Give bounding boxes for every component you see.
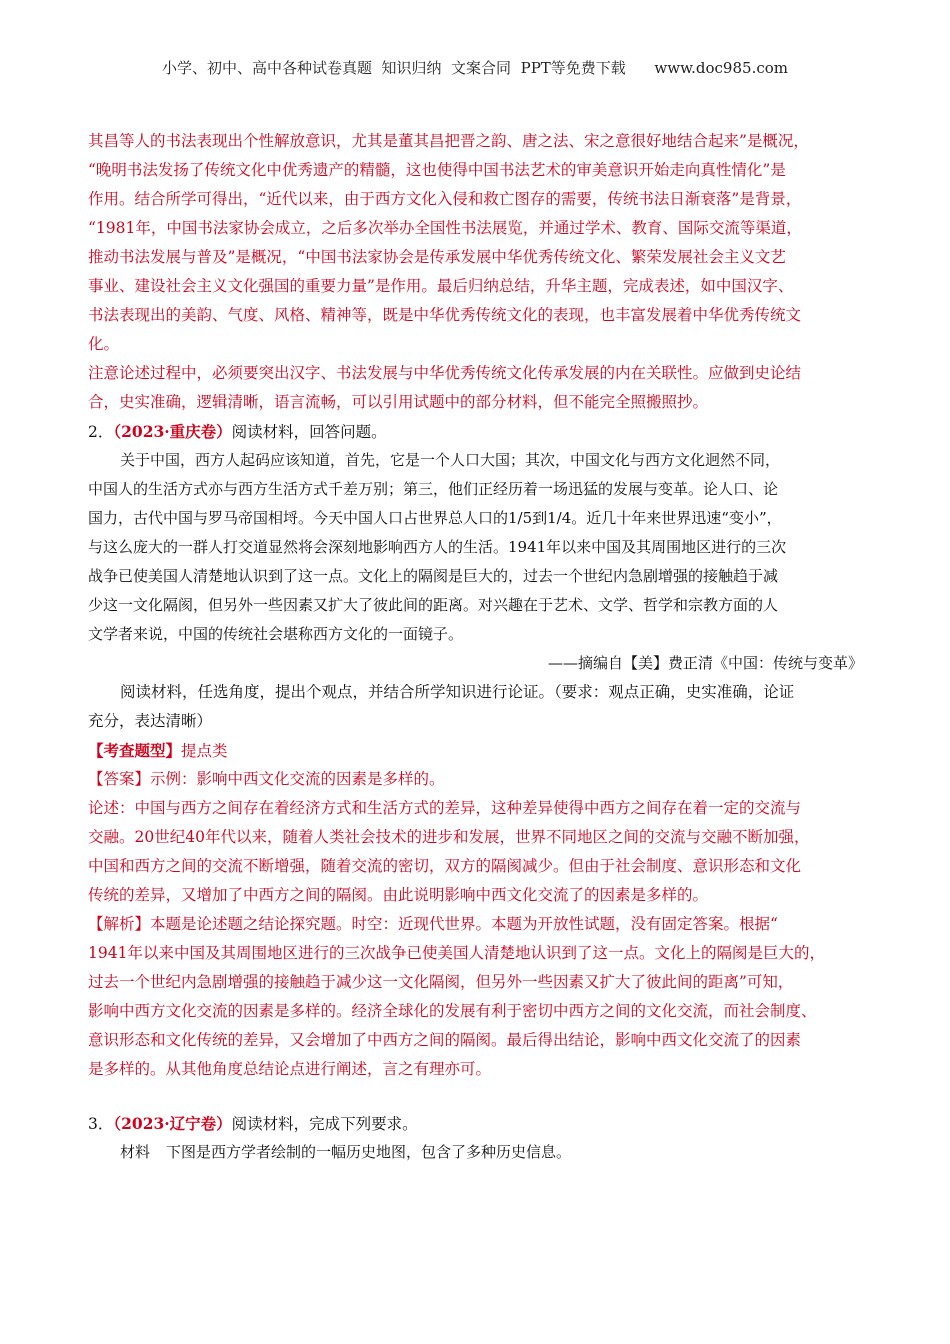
- text-line: 传统的差异，又增加了中西方之间的隔阂。由此说明影响中西文化交流了的因素是多样的。: [88, 886, 709, 904]
- question-number: 2．: [88, 423, 114, 441]
- question-type-value: 提点类: [181, 742, 228, 760]
- analysis-first: 本题是论述题之结论探究题。时空：近现代世界。本题为开放性试题，没有固定答案。根据“: [150, 915, 778, 933]
- page-header: 小学、初中、高中各种试卷真题 知识归纳 文案合同 PPT等免费下载 www.doc985.com: [161, 59, 788, 77]
- answer-text: 示例：影响中西文化交流的因素是多样的。: [150, 770, 445, 788]
- text-line: 书法表现出的美韵、气度、风格、精神等，既是中华优秀传统文化的表现，也丰富发展着中华优秀传统文: [88, 306, 802, 324]
- question-2: [88, 417, 863, 1084]
- answer-tag: 【答案】: [88, 770, 151, 788]
- analysis-text: [88, 939, 863, 1084]
- text-line: 推动书法发展与普及”是概况，“中国书法家协会是传承发展中华优秀传统文化、繁荣发展社会主义文艺: [88, 248, 786, 266]
- material-line: 关于中国，西方人起码应该知道，首先，它是一个人口大国；其次，中国文化与西方文化迥然不同，: [120, 451, 781, 469]
- text-line: 交融。20世纪40年代以来，随着人类社会技术的进步和发展，世界不同地区之间的交流与交融不断加强，: [88, 828, 810, 846]
- question-type-tag: 【考查题型】: [88, 741, 182, 760]
- text-line: “晚明书法发扬了传统文化中优秀遗产的精髓，这也使得中国书法艺术的审美意识开始走向真性情化”是: [88, 161, 786, 179]
- material-line: 国力，古代中国与罗马帝国相埒。今天中国人口占世界总人口的1/5到1/4。近几十年来世界迅速“变小”，: [88, 509, 782, 527]
- text-line: 论述：中国与西方之间存在着经济方式和生活方式的差异，这种差异使得中西方之间存在着一定的交流与: [88, 799, 802, 817]
- text-line: 合，史实准确，逻辑清晰，语言流畅，可以引用试题中的部分材料，但不能完全照搬照抄。: [88, 393, 709, 411]
- question-3: [88, 1109, 863, 1167]
- question-prompt: 阅读材料，完成下列要求。: [231, 1115, 418, 1133]
- question-prompt: 阅读材料，回答问题。: [231, 423, 387, 441]
- text-line: 意识形态和文化传统的差异，又会增加了中西方之间的隔阂。最后得出结论，影响中西文化交流了的因素: [88, 1031, 802, 1049]
- text-line: 是多样的。从其他角度总结论点进行阐述，言之有理亦可。: [88, 1060, 492, 1078]
- text-line: 其昌等人的书法表现出个性解放意识，尤其是董其昌把晋之韵、唐之法、宋之意很好地结合起来”是概况，: [88, 132, 809, 150]
- answer-line: [88, 765, 863, 794]
- text-line: 作用。结合所学可得出，“近代以来，由于西方文化入侵和救亡图存的需要，传统书法日渐衰落”是背景，: [88, 190, 802, 208]
- question-2-material: [88, 446, 863, 678]
- material-line: 与这么庞大的一群人打交道显然将会深刻地影响西方人的生活。1941年以来中国及其周围地区进行的三次: [88, 538, 787, 556]
- question-number: 3．: [88, 1115, 114, 1133]
- material-text: 下图是西方学者绘制的一幅历史地图，包含了多种历史信息。: [166, 1143, 572, 1161]
- text-line: 化。: [88, 335, 120, 353]
- previous-answer-text: [88, 127, 863, 417]
- analysis-line: [88, 910, 863, 939]
- question-type: [88, 736, 863, 765]
- material-line: 中国人的生活方式亦与西方生活方式千差万别；第三，他们正经历着一场迅猛的发展与变革。论人口、论: [88, 480, 779, 498]
- analysis-tag: 【解析】: [88, 915, 151, 933]
- text-line: 影响中西方文化交流的因素是多样的。经济全球化的发展有利于密切中西方之间的文化交流，而社会制度、: [88, 1002, 817, 1020]
- question-source: （2023·重庆卷）: [113, 422, 232, 441]
- text-line: “1981年，中国书法家协会成立，之后多次举办全国性书法展览，并通过学术、教育、国际交流等渠道，: [88, 219, 802, 237]
- text-line: 过去一个世纪内急剧增强的接触趋于减少这一文化隔阂，但另外一些因素又扩大了彼此间的距离”可知，: [88, 973, 794, 991]
- text-line: 事业、建设社会主义文化强国的重要力量”是作用。最后归纳总结，升华主题，完成表述，如中国汉字、: [88, 277, 794, 295]
- text-line: 1941年以来中国及其周围地区进行的三次战争已使美国人清楚地认识到了这一点。文化上的隔阂是巨大的，: [88, 944, 825, 962]
- question-source: （2023·辽宁卷）: [113, 1114, 232, 1133]
- text-line: 中国和西方之间的交流不断增强，随着交流的密切，双方的隔阂减少。但由于社会制度、意识形态和文化: [88, 857, 802, 875]
- material-line: 文学者来说，中国的传统社会堪称西方文化的一面镜子。: [88, 625, 464, 643]
- material-citation: ——摘编自【美】费正清《中国：传统与变革》: [547, 654, 863, 672]
- text-line: 注意论述过程中，必须要突出汉字、书法发展与中华优秀传统文化传承发展的内在关联性。应做到史论结: [88, 364, 802, 382]
- material-line: 少这一文化隔阂，但另外一些因素又扩大了彼此间的距离。对兴趣在于艺术、文学、哲学和宗教方面的人: [88, 596, 779, 614]
- argument-text: [88, 794, 863, 910]
- task-line: 充分，表达清晰）: [88, 712, 213, 730]
- question-3-material: [88, 1138, 863, 1167]
- material-line: 战争已使美国人清楚地认识到了这一点。文化上的隔阂是巨大的，过去一个世纪内急剧增强的接触趋于减: [88, 567, 779, 585]
- question-3-heading: [88, 1109, 863, 1138]
- question-2-heading: [88, 417, 863, 446]
- material-label: 材料: [120, 1143, 151, 1161]
- task-line: 阅读材料，任选角度，提出个观点，并结合所学知识进行论证。（要求：观点正确，史实准确，论证: [120, 683, 795, 701]
